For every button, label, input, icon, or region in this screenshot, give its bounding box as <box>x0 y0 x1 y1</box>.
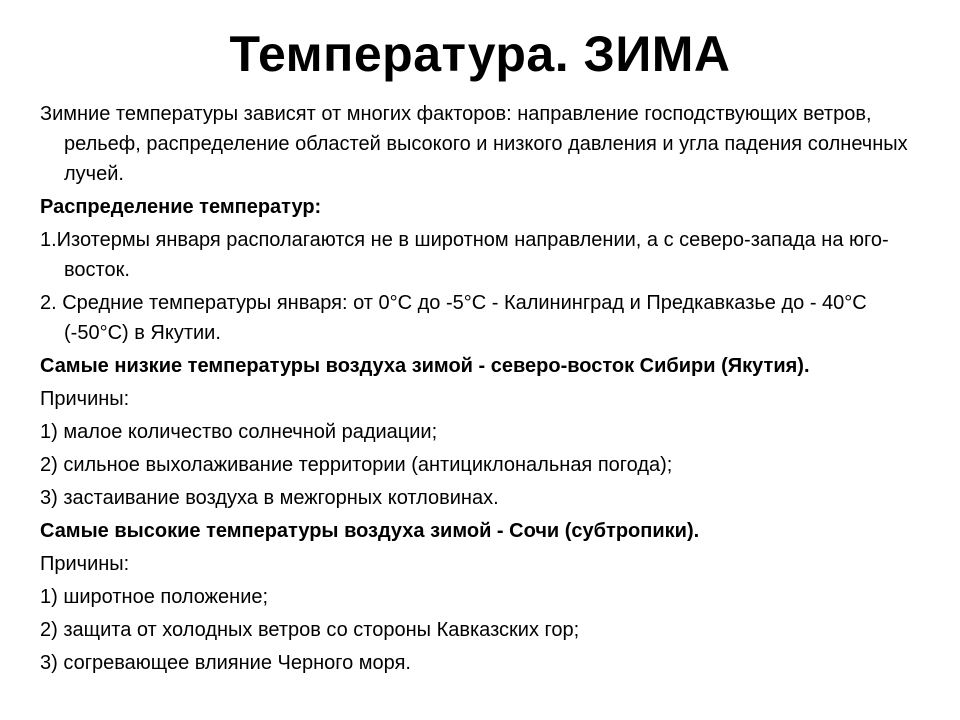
slide-title: Температура. ЗИМА <box>229 26 731 82</box>
list-item-reason: 1) широтное положение; <box>40 586 269 608</box>
heading-highest-temperatures: Самые высокие температуры воздуха зимой - Сочи (субтропики). <box>40 520 700 542</box>
reasons-label: Причины: <box>40 553 130 575</box>
heading-lowest-temperatures: Самые низкие температуры воздуха зимой - северо-восток Сибири (Якутия). <box>40 355 810 377</box>
reasons-label: Причины: <box>40 388 130 410</box>
list-item-reason: 2) сильное выхолаживание территории (антициклональная погода); <box>40 454 673 476</box>
slide-body <box>40 99 920 681</box>
list-item-reason: 3) застаивание воздуха в межгорных котловинах. <box>40 487 499 509</box>
heading-distribution: Распределение температур: <box>40 196 322 218</box>
list-item-reason: 2) защита от холодных ветров со стороны Кавказских гор; <box>40 619 580 641</box>
list-item-isotherms: 1.Изотермы января располагаются не в широтном направлении, а с северо-запада на юго-восток. <box>40 229 889 281</box>
list-item-average-temperatures: 2. Средние температуры января: от 0°С до -5°С - Калининград и Предкавказье до - 40°С (-50°С) в Якутии. <box>40 292 867 344</box>
list-item-reason: 1) малое количество солнечной радиации; <box>40 421 438 443</box>
list-item-reason: 3) согревающее влияние Черного моря. <box>40 652 411 674</box>
paragraph-intro: Зимние температуры зависят от многих факторов: направление господствующих ветров, рельеф, распределение областей высокого и низкого давления и угла падения солнечных лучей. <box>40 103 908 185</box>
